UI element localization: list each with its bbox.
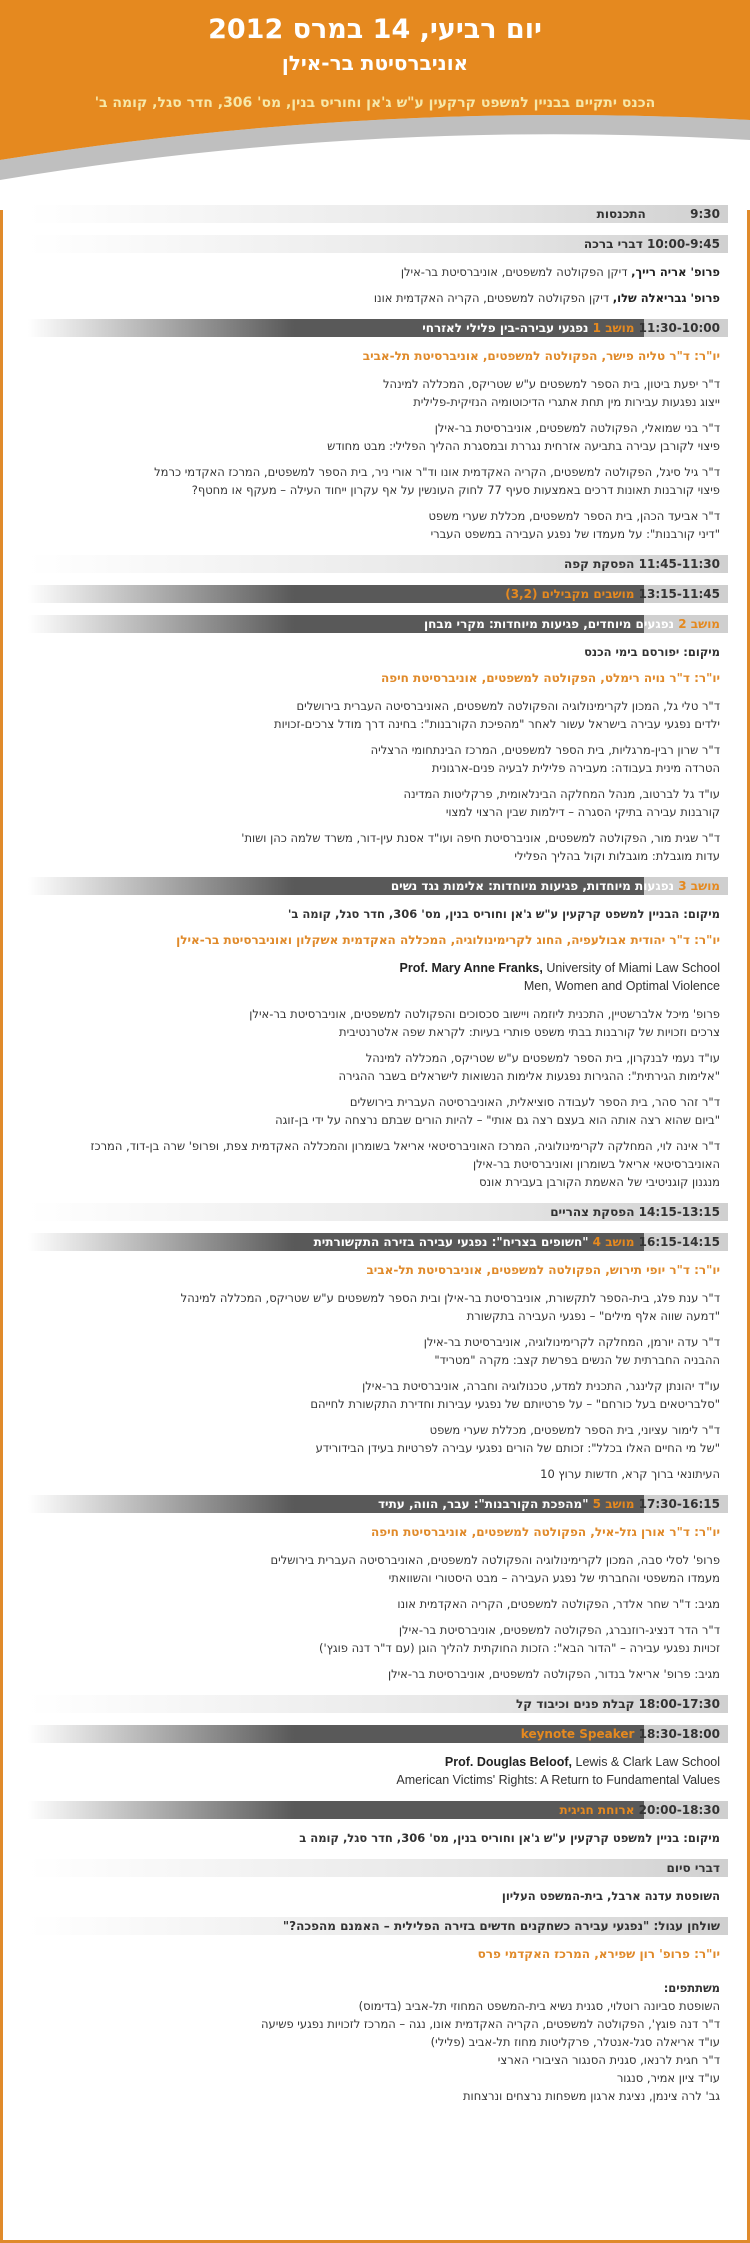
session-label: התכנסות — [596, 207, 646, 221]
speaker: פרופ' אריה רייך, דיקן הפקולטה למשפטים, אוניברסיטת בר-אילן — [400, 265, 720, 279]
session-time: 17:30-16:15 — [638, 1497, 720, 1511]
english-lecture-speaker: Prof. Mary Anne Franks, University of Miami Law School — [399, 961, 720, 975]
session-chair: יו"ר: פרופ' רון שפירא, המרכז האקדמי פרס — [477, 1947, 720, 1961]
session-time: 11:30-10:00 — [638, 321, 720, 335]
session-coffee-break — [28, 555, 728, 573]
lecture: ד"ר אביעד הכהן, בית הספר למשפטים, מכללת שערי משפט "דיני קורבנות": על מעמדו של נפגע העבירה במשפט העברי — [428, 509, 720, 541]
session-1 — [28, 319, 728, 337]
closing-speaker: השופטת עדנה ארבל, בית-המשפט העליון — [501, 1889, 720, 1903]
lecture: עו"ד גל לברטוב, מנהל המחלקה הבינלאומית, פרקליטות המדינה קורבנות עבירה בתיקי הסגרה – דילמות שבין הרצוי למצוי — [403, 787, 720, 819]
lecture: ד"ר בני שמואלי, הפקולטה למשפטים, אוניברסיטת בר-אילן פיצוי לקורבן עבירה בתביעה אזרחית נגררת ובמסגרת ההליך הפלילי: מבט מחודש — [327, 421, 720, 453]
session-chair: יו"ר: ד"ר יופי תירוש, הפקולטה למשפטים, אוניברסיטת תל-אביב — [366, 1263, 720, 1277]
session-dinner — [28, 1801, 728, 1819]
event-date-title: יום רביעי, 14 במרס 2012 — [208, 14, 542, 45]
session-location: מיקום: בניין למשפט קרקעין ע"ש ג'אן וחוריס בנין, מס' 306, חדר סגל, קומה ב — [299, 1831, 720, 1845]
session-gathering — [28, 205, 728, 223]
session-2 — [28, 615, 728, 633]
session-tag: מושב 4 — [592, 1235, 635, 1249]
session-label: keynote Speaker — [520, 1727, 635, 1741]
session-time: 10:00-9:45 — [646, 237, 720, 251]
speaker: פרופ' גבריאלה שלו, דיקן הפקולטה למשפטים, הקריה האקדמית אונו — [373, 291, 720, 305]
session-time: 18:30-18:00 — [638, 1727, 720, 1741]
session-reception — [28, 1695, 728, 1713]
session-keynote — [28, 1725, 728, 1743]
session-chair: יו"ר: ד"ר טליה פישר, הפקולטה למשפטים, אוניברסיטת תל-אביב — [362, 349, 720, 363]
session-roundtable — [28, 1917, 728, 1935]
lecture: ד"ר שגית מור, הפקולטה למשפטים, אוניברסיטת חיפה ועו"ד אסנת עין-דור, משרד שלמה כהן ושות' עדות מוגבלת: מוגבלות וקול בהליך הפלילי — [241, 831, 720, 863]
session-lunch — [28, 1203, 728, 1221]
lecture: מגיב: ד"ר שחר אלדר, הפקולטה למשפטים, הקריה האקדמית אונו — [397, 1597, 720, 1611]
session-4 — [28, 1233, 728, 1251]
session-chair: יו"ר: ד"ר אורן גזל-איל, הפקולטה למשפטים, אוניברסיטת חיפה — [371, 1525, 720, 1539]
session-time: 13:15-11:45 — [638, 587, 720, 601]
session-label: הפסקת צהריים — [550, 1205, 635, 1219]
session-tag: מושב 5 — [592, 1497, 635, 1511]
session-label: קבלת פנים וכיבוד קל — [516, 1697, 635, 1711]
lecture: עו"ד נעמי לבנקרון, בית הספר למשפטים ע"ש שטריקס, המכללה למינהל "אלימות הגירתית": ההגירות נפגעות אלימות הנשואות לישראלים בשבר ההגירה — [338, 1051, 720, 1083]
english-lecture-title: Men, Women and Optimal Violence — [523, 979, 720, 993]
lecture: ד"ר טלי גל, המכון לקרימינולוגיה והפקולטה למשפטים, האוניברסיטה העברית בירושלים ילדים נפגעי עבירה בישראל עשור לאחר "מהפיכת הקורבנות": בחינה דרך מודל צרכים-זכויות — [274, 699, 720, 731]
session-3 — [28, 877, 728, 895]
session-tag: מושב 1 — [592, 321, 635, 335]
participant: עו"ד אריאלה סגל-אנטלר, פרקליטות מחוז תל-אביב (פלילי) — [430, 2035, 720, 2049]
header-banner — [0, 0, 750, 200]
participant: השופטת סביונה רוטלוי, סגנית נשיא בית-המשפט המחוזי תל-אביב (בדימוס) — [358, 1999, 720, 2013]
session-label: נפגעות מיוחדות, פגיעות מיוחדות: אלימות נגד נשים — [390, 879, 675, 893]
session-time: 14:15-13:15 — [638, 1205, 720, 1219]
lecture: ד"ר לימור עציוני, בית הספר למשפטים, מכללת שערי משפט "של מי החיים האלו בכלל": זכותם של הורים נפגעי עבירה לפרטיות בעידן הבידורידע — [315, 1423, 720, 1455]
lecture: ד"ר הדר דנציג-רוזנברג, הפקולטה למשפטים, אוניברסיטת בר-אילן זכויות נפגעי עבירה – "הדור הבא": הזכות החוקתית להליך הוגן (עם ד"ר דנה פוגץ') — [319, 1623, 720, 1655]
session-time: 11:45-11:30 — [638, 557, 720, 571]
keynote-speaker: Prof. Douglas Beloof, Lewis & Clark Law School — [444, 1755, 720, 1769]
session-label: נפגעים מיוחדים, פגיעות מיוחדות: מקרי מבחן — [424, 617, 675, 631]
session-time: 9:30 — [690, 207, 720, 221]
session-label: הפסקת קפה — [563, 557, 635, 571]
participants-label: משתתפים: — [663, 1981, 720, 1995]
lecture: פרופ' לסלי סבה, המכון לקרימינולוגיה והפקולטה למשפטים, האוניברסיטה העברית בירושלים מעמדו המשפטי והחברתי של נפגע העבירה – מבט היסטורי והשוואתי — [270, 1553, 720, 1585]
participant: עו"ד ציון אמיר, סנגור — [616, 2071, 720, 2085]
session-label: נפגעי עבירה-בין פלילי לאזרחי — [422, 321, 589, 335]
session-label: שולחן עגול: "נפגעי עבירה כשחקנים חדשים בזירה הפלילית – האמנם מהפכה?" — [282, 1919, 720, 1933]
session-time: 20:00-18:30 — [638, 1803, 720, 1817]
session-location: מיקום: יפורסם בימי הכנס — [584, 645, 720, 659]
session-label: "מהפכת הקורבנות": עבר, הווה, עתיד — [378, 1497, 589, 1511]
session-5 — [28, 1495, 728, 1513]
session-location: מיקום: הבניין למשפט קרקעין ע"ש ג'אן וחוריס בנין, מס' 306, חדר סגל, קומה ב' — [287, 907, 720, 921]
participant: ד"ר דנה פוגץ', הפקולטה למשפטים, הקריה האקדמית אונו, נגה – המרכז לזכויות נפגעי פשיעה — [261, 2017, 720, 2031]
lecture: ד"ר גיל סיגל, הפקולטה למשפטים, הקריה האקדמית אונו וד"ר אורי ניר, בית הספר למשפטים, המרכז האקדמי כרמל פיצוי קורבנות תאונות דרכים באמצעות סעיף 77 לחוק העונשין על אף עקרון ייחוד העילה – מעקף או מחטף? — [154, 465, 720, 497]
lecture: ד"ר עדה יורמן, המחלקה לקרימינולוגיה, אוניברסיטת בר-אילן ההבניה החברתית של הנשים בפרשת קצב: מקרה "מטריד" — [423, 1335, 720, 1367]
lecture: ד"ר ענת פלג, בית-הספר לתקשורת, אוניברסיטת בר-אילן ובית הספר למשפטים ע"ש שטריקס, המכללה למינהל "דמעה שווה אלף מילים" – נפגעי העבירה בתקשורת — [180, 1291, 720, 1323]
lecture: ד"ר יפעת ביטון, בית הספר למשפטים ע"ש שטריקס, המכללה למינהל ייצוג נפגעות עבירות מין תחת אתגרי הדיכוטומיה הנזיקית-פלילית — [383, 377, 720, 409]
session-label: דברי סיום — [666, 1861, 720, 1875]
session-label: דברי ברכה — [583, 237, 643, 251]
session-chair: יו"ר: ד"ר יהודית אבולעפיה, החוג לקרימינולוגיה, המכללה האקדמית אשקלון ואוניברסיטת בר-אילן — [176, 933, 720, 947]
lecture: עו"ד יהונתן קלינגר, התכנית למדע, טכנולוגיה וחברה, אוניברסיטת בר-אילן "סלבריטאים בעל כורחם" – על פרטיותם של נפגעי עבירות וחדירת התקשורת לחייהם — [310, 1379, 720, 1411]
lecture: מגיב: פרופ' אריאל בנדור, הפקולטה למשפטים, אוניברסיטת בר-אילן — [387, 1667, 720, 1681]
session-chair: יו"ר: ד"ר נויה רימלט, הפקולטה למשפטים, אוניברסיטת חיפה — [380, 671, 720, 685]
lecture: ד"ר אינה לוי, המחלקה לקרימינולוגיה, המרכז האוניברסיטאי אריאל בשומרון והמכללה האקדמית צפת, ופרופ' שרה בן-דוד, המרכז האוניברסיטאי אריאל בשומרון ואוניברסיטת בר-אילן מנגנון קוגניטיבי של האשמת הקורבן בעבירת אונס — [90, 1139, 720, 1189]
participant: גב' לרה צינמן, נציגת ארגון משפחות נרצחים ונרצחות — [463, 2089, 720, 2103]
lecture: פרופ' מיכל אלברשטיין, התכנית ליוזמה ויישוב סכסוכים והפקולטה למשפטים, אוניברסיטת בר-אילן צרכים וזכויות של קורבנות בבתי משפט פותרי בעיות: לקראת שפה אלטרנטיבית — [249, 1007, 720, 1039]
session-tag: מושב 2 — [678, 617, 720, 631]
session-tag: מושב 3 — [678, 879, 720, 893]
session-time: 16:15-14:15 — [638, 1235, 720, 1249]
venue-location: הכנס יתקיים בבניין למשפט קרקעין ע"ש ג'אן וחוריס בנין, מס' 306, חדר סגל, קומה ב' — [94, 95, 656, 111]
session-label: מושבים מקבילים (3,2) — [505, 587, 635, 601]
session-label: ארוחת חגיגית — [559, 1803, 635, 1817]
lecture: העיתונאי ברוך קרא, חדשות ערוץ 10 — [540, 1467, 720, 1481]
keynote-title: American Victims' Rights: A Return to Fundamental Values — [396, 1773, 720, 1787]
program — [28, 193, 728, 2113]
lecture: ד"ר זהר סהר, בית הספר לעבודה סוציאלית, האוניברסיטה העברית בירושלים "ביום שהוא רצה אותה הוא בעצם רצה גם אותי" – להיות הורים שבתם נרצחה על ידי בן-זוגה — [275, 1095, 720, 1127]
participant: ד"ר חגית לרנאו, סגנית הסנגור הציבורי הארצי — [497, 2053, 720, 2067]
session-label: "חשופים בצריח": נפגעי עבירה בזירה התקשורתית — [313, 1235, 589, 1249]
session-time: 18:00-17:30 — [638, 1697, 720, 1711]
session-closing — [28, 1859, 728, 1877]
session-greetings — [28, 235, 728, 253]
participants — [28, 1979, 720, 2105]
lecture: ד"ר שרון רבין-מרגליות, בית הספר למשפטים, המרכז הבינתחומי הרצליה הטרדה מינית בעבודה: מעבירה פלילית לבעיה פנים-ארגונית — [370, 743, 720, 775]
session-parallel — [28, 585, 728, 603]
university-name: אוניברסיטת בר-אילן — [281, 51, 469, 75]
